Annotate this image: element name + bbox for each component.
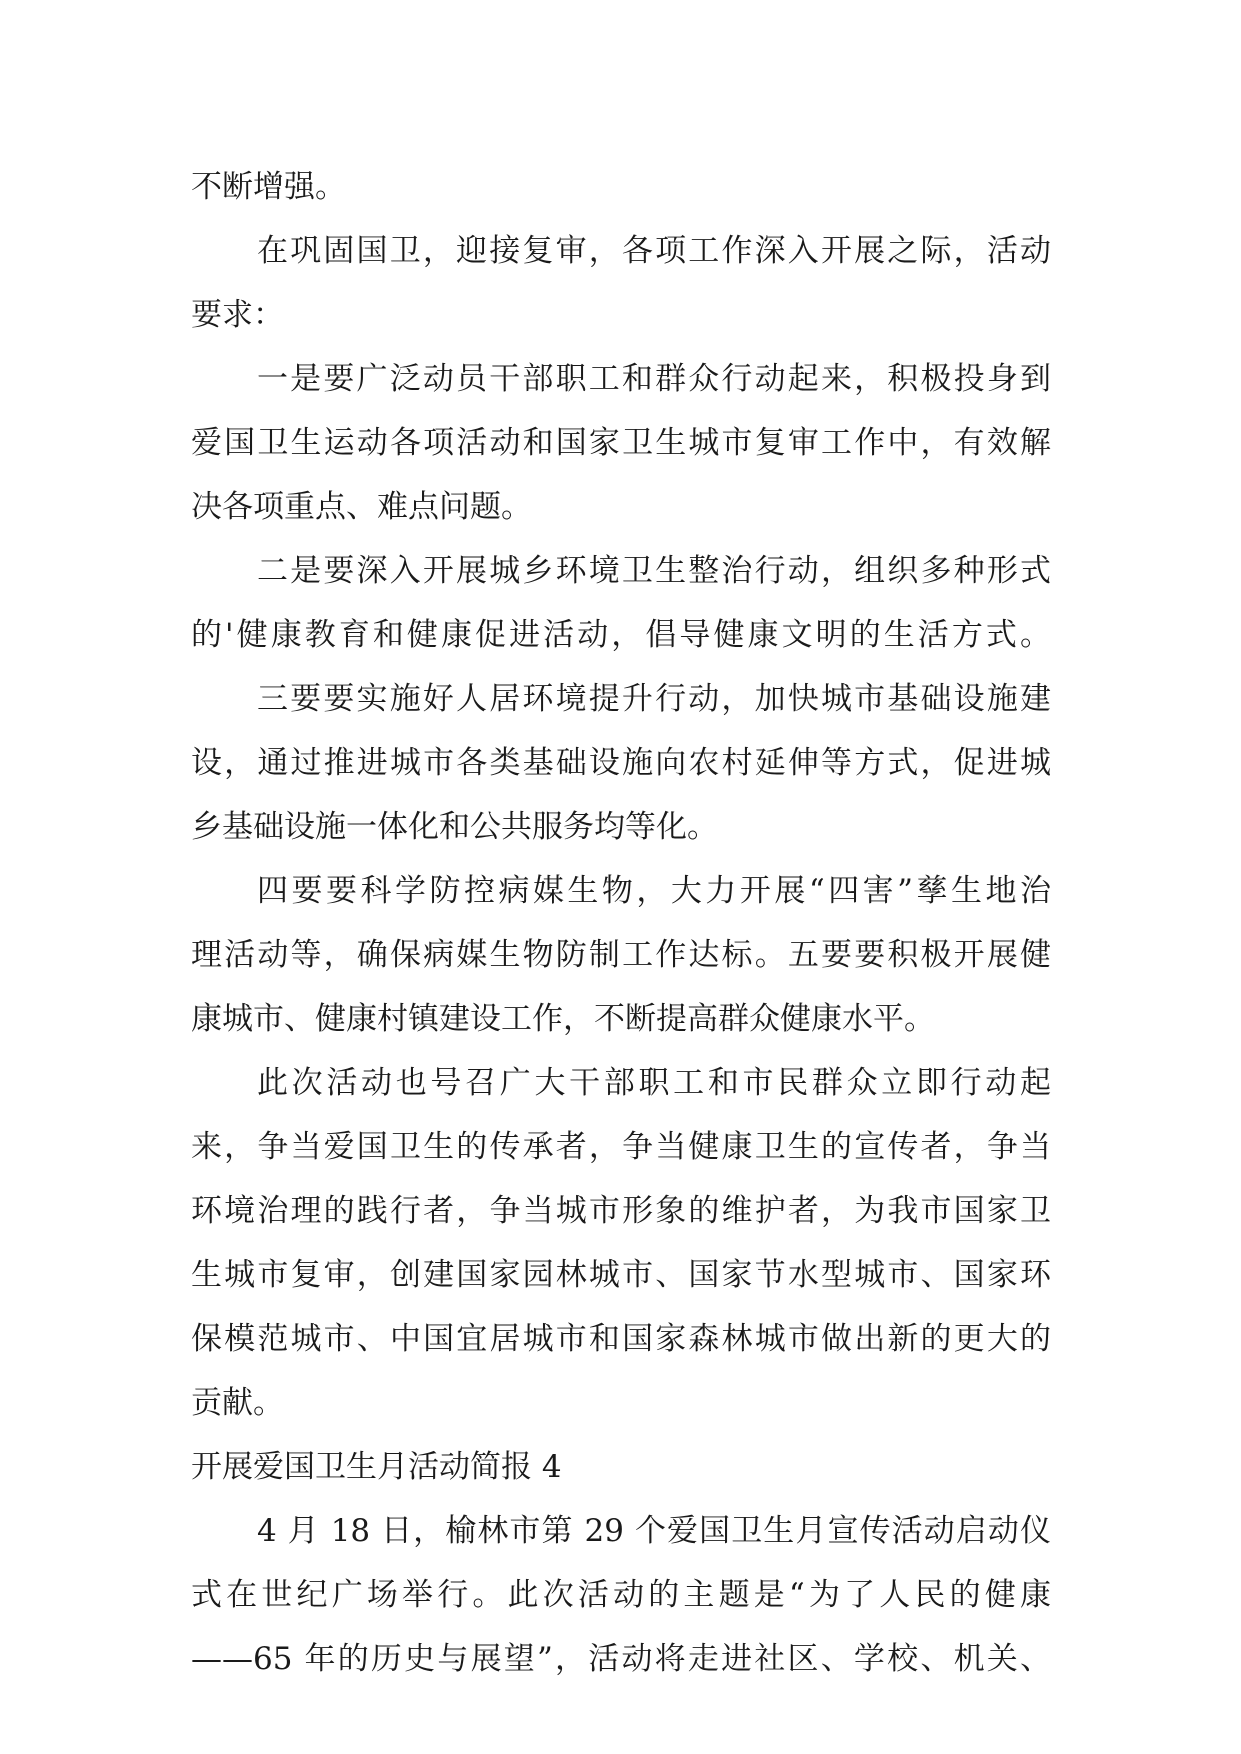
- text-line: 保模范城市、中国宜居城市和国家森林城市做出新的更大的: [191, 1321, 1051, 1357]
- text-line: 一是要广泛动员干部职工和群众行动起来，积极投身到: [257, 361, 1051, 397]
- text-line: 的'健康教育和健康促进活动，倡导健康文明的生活方式。: [191, 617, 1051, 653]
- text-line: 要求：: [191, 297, 284, 333]
- text-line: 在巩固国卫，迎接复审，各项工作深入开展之际，活动: [257, 233, 1051, 269]
- text-line: 4 月 18 日，榆林市第 29 个爱国卫生月宣传活动启动仪: [257, 1513, 1051, 1549]
- text-line: 决各项重点、难点问题。: [191, 489, 532, 525]
- text-line: 贡献。: [191, 1385, 284, 1421]
- text-line: 四要要科学防控病媒生物，大力开展“四害”孳生地治: [257, 873, 1051, 909]
- text-line: 三要要实施好人居环境提升行动，加快城市基础设施建: [257, 681, 1051, 717]
- text-line: 不断增强。: [191, 169, 346, 205]
- text-line: 康城市、健康村镇建设工作，不断提高群众健康水平。: [191, 1001, 935, 1037]
- text-line: 环境治理的践行者，争当城市形象的维护者，为我市国家卫: [191, 1193, 1051, 1229]
- text-line: 生城市复审，创建国家园林城市、国家节水型城市、国家环: [191, 1257, 1051, 1293]
- document-page: [191, 155, 1051, 1691]
- text-line: 二是要深入开展城乡环境卫生整治行动，组织多种形式: [257, 553, 1051, 589]
- text-line: 设，通过推进城市各类基础设施向农村延伸等方式，促进城: [191, 745, 1051, 781]
- text-line: 理活动等，确保病媒生物防制工作达标。五要要积极开展健: [191, 937, 1051, 973]
- text-line: ——65 年的历史与展望”，活动将走进社区、学校、机关、: [191, 1641, 1051, 1677]
- text-line: 此次活动也号召广大干部职工和市民群众立即行动起: [257, 1065, 1051, 1101]
- text-line: 来，争当爱国卫生的传承者，争当健康卫生的宣传者，争当: [191, 1129, 1051, 1165]
- text-line: 乡基础设施一体化和公共服务均等化。: [191, 809, 718, 845]
- section-heading: 开展爱国卫生月活动简报 4: [191, 1449, 562, 1485]
- text-line: 爱国卫生运动各项活动和国家卫生城市复审工作中，有效解: [191, 425, 1051, 461]
- text-line: 式在世纪广场举行。此次活动的主题是“为了人民的健康: [191, 1577, 1051, 1613]
